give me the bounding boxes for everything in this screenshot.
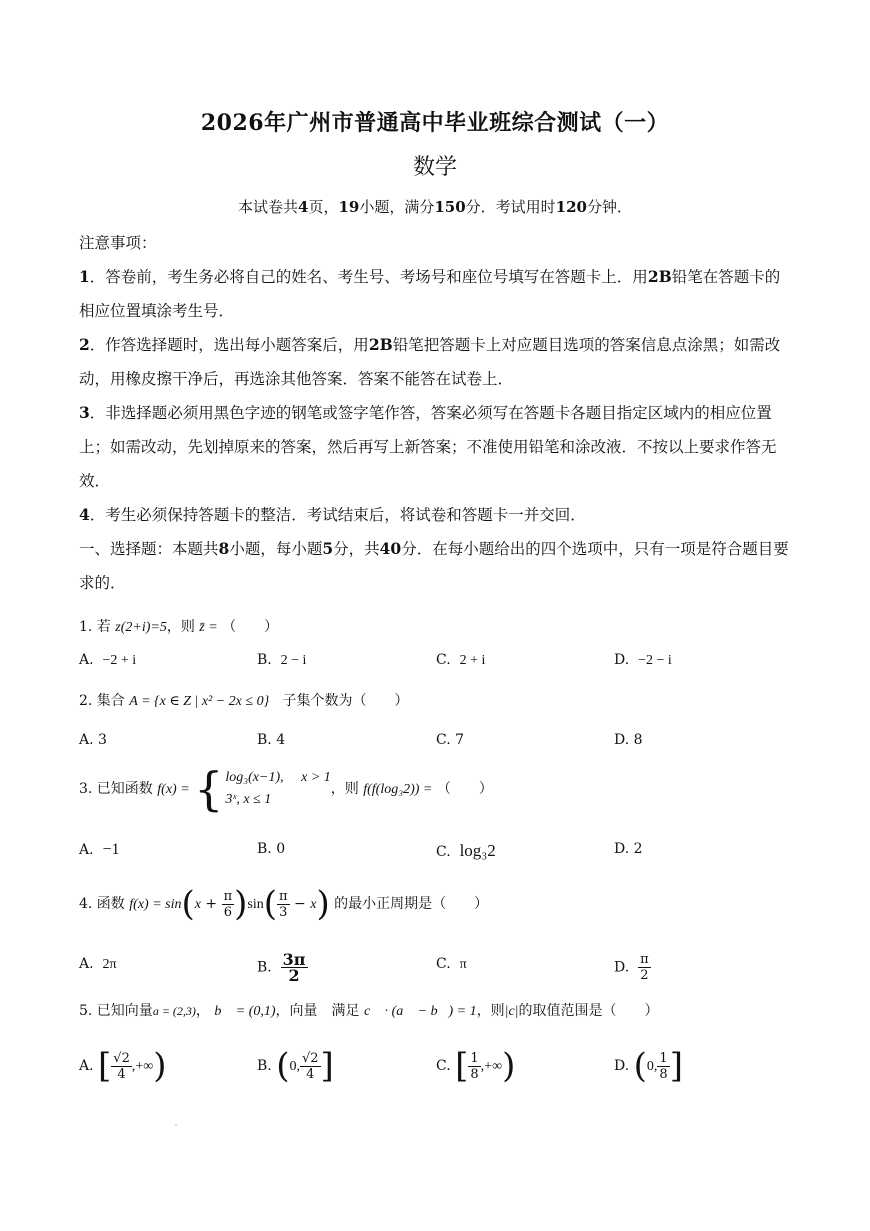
option-label: C.	[436, 844, 451, 860]
sin-label: sin	[247, 897, 264, 912]
option-b[interactable]: B. (0, $\frac{√2}{4}$ ]	[257, 1046, 334, 1086]
stem-expression-2: c⃗ · (a⃗ − b⃗) = 1	[363, 1004, 477, 1019]
option-label: A.	[79, 842, 94, 858]
option-value: −2 + i	[102, 653, 137, 668]
question-5-stem: 5. 已知向量a = (2,3)， b⃗ = (0,1)，向量 满足 c⃗ · (a⃗ − b⃗) = 1，则|c|的取值范围是（ ）	[79, 1003, 659, 1019]
notice-item-number: 3	[79, 403, 90, 422]
option-label: B.	[257, 732, 272, 748]
option-label: C.	[436, 1058, 451, 1074]
option-label: D.	[614, 732, 630, 748]
notice-item-text: ．考生必须保持答题卡的整洁．考试结束后，将试卷和答题卡一并交回．	[89, 506, 586, 524]
option-label: D.	[614, 1058, 630, 1074]
option-label: D.	[614, 652, 630, 668]
question-2-stem	[79, 690, 409, 710]
stem-prefix: 2. 集合	[79, 693, 125, 709]
notice-item-4	[79, 498, 794, 532]
notice-item-text: ．答卷前，考生务必将自己的姓名、考生号、考场号和座位号填写在答题卡上．用2B铅笔在答题卡的相应位置填涂考生号．	[79, 267, 781, 320]
stem-expression: f(x) =	[157, 782, 190, 797]
fraction-pi-6: $\frac{\pi}{6}$	[223, 888, 233, 920]
option-label: B.	[257, 959, 272, 976]
left-brace: {	[194, 762, 224, 816]
stem-mid: ，则	[166, 619, 195, 635]
option-value-fraction: $\frac{\pi}{2}$	[640, 952, 649, 983]
option-d[interactable]	[614, 652, 672, 669]
notice-item-text: ．作答选择题时，选出每小题答案后，用2B铅笔把答题卡上对应题目选项的答案信息点涂黑；如需改动，用橡皮擦干净后，再选涂其他答案．答案不能答在试卷上．	[79, 335, 781, 388]
section-heading: 一、选择题：本题共8小题，每小题5分，共40分．在每小题给出的四个选项中，只有一项是符合题目要求的．	[79, 539, 789, 592]
option-value: log₃2	[459, 841, 496, 860]
intro-text: 本试卷共4页，19小题，满分150分．考试用时120分钟．	[237, 198, 632, 216]
question-3-stem	[79, 762, 493, 816]
fraction-pi-3: $\frac{\pi}{3}$	[279, 888, 288, 920]
stem-prefix: 5. 已知向量	[79, 1003, 153, 1019]
stem-expression: a = (2,3)	[152, 1004, 196, 1018]
open-bracket: [	[455, 1046, 469, 1086]
stem-prefix: 1. 若	[79, 619, 111, 635]
option-value: 7	[455, 732, 465, 748]
stem-suffix: 的最小正周期是（ ）	[334, 896, 489, 912]
open-paren: (	[181, 884, 195, 924]
fraction-1-8: $\frac{1}{8}$	[659, 1050, 668, 1082]
stem-expression-b: b⃗ = (0,1)	[214, 1004, 276, 1019]
notice-item-3	[79, 396, 794, 498]
stem-mid-2: ，则	[476, 1003, 505, 1019]
fraction-sqrt2-4: $\frac{√2}{4}$	[301, 1050, 319, 1082]
close-bracket: ]	[320, 1046, 334, 1086]
option-value: 4	[276, 732, 286, 748]
stem-mid: ，则	[330, 781, 359, 797]
notice-item-number: 4	[79, 505, 90, 524]
stem-expression: z(2+i)=5	[115, 620, 167, 635]
stem-suffix: 子集个数为（ ）	[282, 693, 409, 709]
stem-suffix: （ ）	[222, 619, 279, 635]
var-x: x	[310, 897, 317, 912]
option-label: B.	[257, 841, 272, 857]
option-d[interactable]	[614, 952, 651, 983]
stem-mid: ，向量 满足	[275, 1003, 360, 1019]
option-value: 2π	[102, 957, 117, 972]
subject-title: 数学	[412, 155, 457, 180]
option-d[interactable]: D. (0, $\frac{1}{8}$ ]	[614, 1046, 683, 1086]
stem-expression: f(x) = sin	[129, 897, 182, 912]
option-label: B.	[257, 652, 272, 668]
stem-prefix: 4. 函数	[79, 896, 125, 912]
close-paren: )	[153, 1046, 167, 1086]
open-paren: (	[276, 1046, 290, 1086]
option-c[interactable]	[436, 652, 485, 669]
stem-expression-3: |c|	[504, 1004, 519, 1019]
stem-expression: A = {x ∈ Z | x² − 2x ≤ 0}	[129, 694, 270, 709]
option-value: 8	[633, 732, 643, 748]
question-1-stem	[79, 616, 278, 636]
option-a[interactable]: A. [ $\frac{√2}{4}$ ,+∞)	[79, 1046, 167, 1086]
option-value: 2 − i	[280, 653, 307, 668]
option-label: C.	[436, 652, 451, 668]
piece-case-2: 3ˣ, x ≤ 1	[225, 792, 272, 807]
option-label: A.	[79, 956, 94, 972]
option-label: C.	[436, 732, 451, 748]
open-paren: (	[633, 1046, 647, 1086]
var-x: x	[194, 897, 201, 912]
option-value: 3	[98, 732, 107, 748]
option-label: D.	[614, 841, 630, 857]
option-a[interactable]	[79, 956, 117, 973]
option-c[interactable]	[436, 732, 464, 748]
close-paren: )	[316, 884, 330, 924]
page-title: 2026年广州市普通高中毕业班综合测试（一）	[200, 110, 670, 136]
fraction-sqrt2-4: $\frac{√2}{4}$	[113, 1050, 130, 1082]
option-b[interactable]	[257, 732, 285, 748]
stem-suffix: 的取值范围是（ ）	[518, 1003, 659, 1019]
close-paren: )	[502, 1046, 516, 1086]
option-c[interactable]	[436, 841, 496, 861]
scan-speck	[175, 1124, 177, 1126]
option-label: A.	[79, 652, 94, 668]
option-value: −1	[102, 841, 120, 858]
piecewise-cases	[223, 767, 330, 811]
close-bracket: ]	[669, 1046, 683, 1086]
notice-item-number: 1	[79, 267, 90, 286]
notice-item-1	[79, 260, 794, 328]
piece-case-1: log₃(x−1), x > 1	[225, 770, 331, 785]
option-value: π	[459, 957, 467, 972]
option-label: A.	[79, 732, 94, 748]
stem-prefix: 3. 已知函数	[79, 781, 153, 797]
option-d[interactable]	[614, 732, 643, 748]
stem-expression-2: z̄ =	[199, 620, 218, 635]
option-b[interactable]	[257, 652, 306, 669]
option-a[interactable]	[79, 841, 120, 859]
notice-item-number: 2	[79, 335, 90, 354]
option-value: −2 − i	[638, 653, 672, 668]
fraction-1-8: $\frac{1}{8}$	[470, 1050, 479, 1082]
stem-expression-2: f(f(log₃2)) =	[363, 782, 433, 797]
option-b[interactable]	[257, 841, 285, 857]
option-a[interactable]	[79, 732, 107, 748]
option-label: C.	[436, 956, 451, 972]
option-a[interactable]	[79, 652, 136, 669]
notice-item-2	[79, 328, 794, 396]
stem-suffix: （ ）	[436, 781, 493, 797]
option-label: B.	[257, 1058, 272, 1074]
exam-intro	[0, 196, 870, 217]
option-b[interactable]	[257, 952, 308, 983]
option-value: 2 + i	[459, 653, 486, 668]
option-value-fraction: $\frac{3\pi}{2}$	[282, 950, 306, 985]
open-paren: (	[263, 884, 278, 924]
option-c[interactable]: C. [ $\frac{1}{8}$ ,+∞)	[436, 1046, 516, 1086]
notice-item-text: ．非选择题必须用黑色字迹的钢笔或签字笔作答，答案必须写在答题卡各题目指定区域内的相应位置上；如需改动，先划掉原来的答案，然后再写上新答案；不准使用铅笔和涂改液．不按以上要求作答无效．	[79, 404, 777, 490]
option-label: D.	[614, 959, 630, 976]
question-4-stem: 4. 函数 f(x) = sin(x + $\frac{\pi}{6}$ )sin( $\frac{\pi}{3}$ − x) 的最小正周期是（ ）	[79, 884, 489, 924]
option-value: 2	[633, 841, 643, 857]
option-value: 0	[276, 841, 286, 857]
open-bracket: [	[98, 1046, 112, 1086]
option-c[interactable]	[436, 956, 467, 973]
option-label: A.	[79, 1058, 94, 1074]
close-paren: )	[234, 884, 248, 924]
notice-heading: 注意事项：	[79, 234, 157, 252]
option-d[interactable]	[614, 841, 643, 857]
